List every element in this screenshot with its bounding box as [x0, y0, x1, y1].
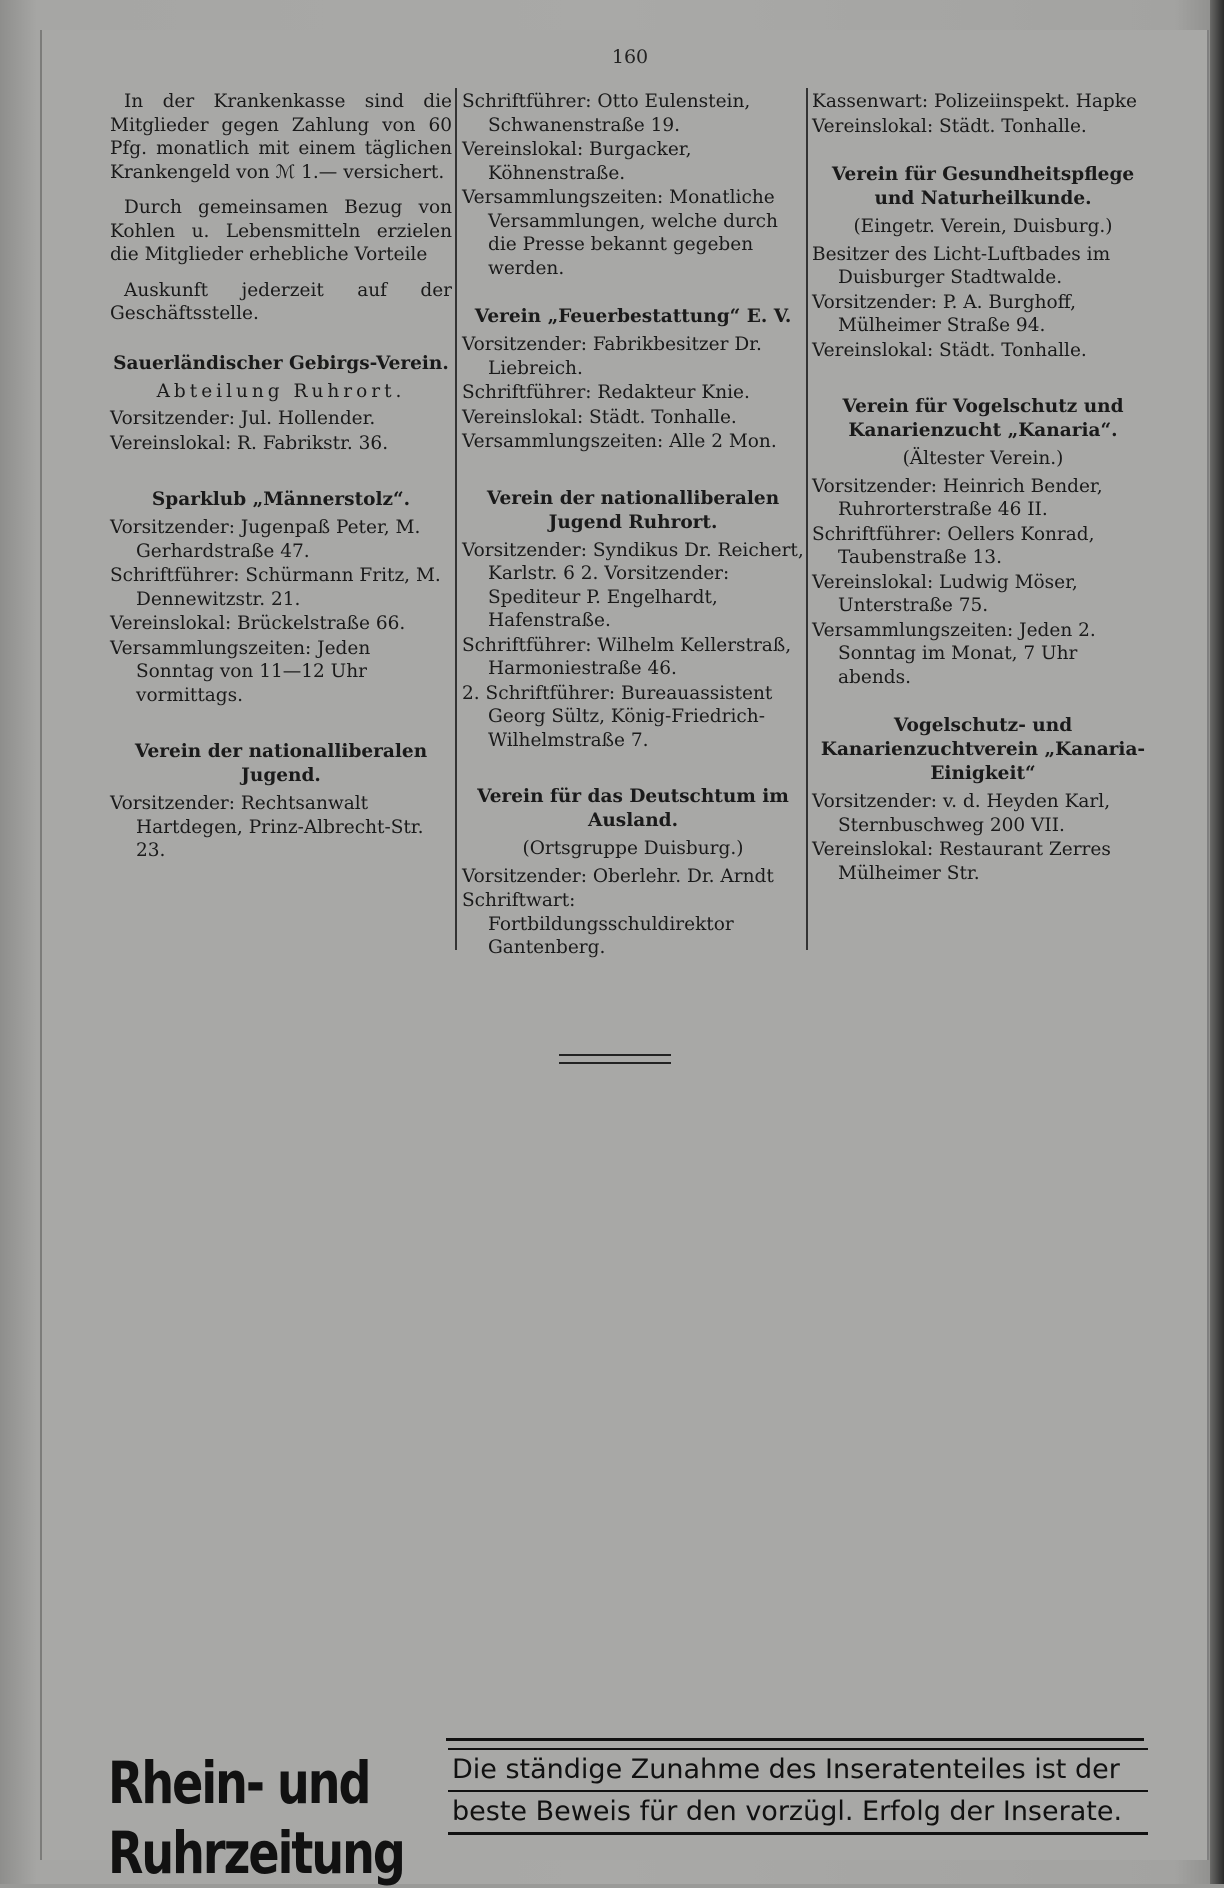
paragraph: Durch gemeinsamen Bezug von Kohlen u. Lebensmitteln erzielen die Mitglieder erhebliche Vorteile [110, 197, 452, 265]
club-entry: Versammlungszeiten: Jeden Sonntag von 11—12 Uhr vormittags. [110, 637, 371, 706]
club-heading: Verein der nationalliberalen Jugend. [134, 741, 428, 786]
club-subheading: (Eingetr. Verein, Duisburg.) [853, 216, 1113, 237]
club-entry: 2. Schriftführer: Bureauassistent Georg Sültz, König-Friedrich-Wilhelmstraße 7. [462, 682, 773, 751]
club-entry: Vereinslokal: Städt. Tonhalle. [812, 115, 1087, 137]
column-rule [455, 88, 457, 950]
club-entry: Schriftwart: Fortbildungsschuldirektor Gantenberg. [462, 890, 734, 958]
club-entry: Vereinslokal: Städt. Tonhalle. [812, 339, 1087, 361]
club-entry: Versammlungszeiten: Jeden 2. Sonntag im Monat, 7 Uhr abends. [812, 619, 1096, 688]
club-subheading: Abteilung Ruhrort. [156, 380, 406, 402]
club-entry: Vereinslokal: Brückelstraße 66. [110, 613, 406, 634]
club-heading: Verein für Vogelschutz und Kanarienzucht „Kanaria“. [842, 396, 1124, 441]
club-heading: Verein der nationalliberalen Jugend Ruhrort. [486, 487, 780, 533]
club-entry: Versammlungszeiten: Alle 2 Mon. [462, 431, 777, 452]
ad-rule [446, 1738, 1144, 1741]
club-heading: Sparklub „Männerstolz“. [151, 489, 411, 510]
club-entry: Vereinslokal: Restaurant Zerres Mülheimer Str. [812, 839, 1111, 884]
ad-brand-name: Rhein- und Ruhrzeitung [108, 1749, 404, 1887]
club-entry: Vereinslokal: Burgacker, Köhnenstraße. [462, 139, 692, 184]
advertisement [108, 1734, 1148, 1887]
club-entry: Vorsitzender: Jugenpaß Peter, M. Gerhardstraße 47. [110, 517, 421, 562]
club-entry: Vorsitzender: Heinrich Bender, Ruhrorterstraße 46 II. [812, 475, 1103, 520]
club-entry: Vorsitzender: Fabrikbesitzer Dr. Liebreich. [462, 334, 762, 379]
page-number: 160 [611, 46, 649, 68]
club-heading: Verein für Gesundheitspflege und Naturheilkunde. [831, 164, 1135, 209]
club-entry: Vorsitzender: Syndikus Dr. Reichert, Karlstr. 6 2. Vorsitzender: Spediteur P. Engelhardt, Hafenstraße. [462, 539, 804, 631]
club-heading: Verein für das Deutschtum im Ausland. [477, 786, 789, 831]
club-entry: Kassenwart: Polizeiinspekt. Hapke [812, 91, 1137, 112]
column-left [110, 90, 452, 864]
club-entry: Schriftführer: Wilhelm Kellerstraß, Harmoniestraße 46. [462, 634, 792, 679]
club-entry: Besitzer des Licht-Luftbades im Duisburger Stadtwalde. [812, 243, 1111, 288]
column-rule [806, 88, 808, 950]
club-entry: Vereinslokal: R. Fabrikstr. 36. [110, 432, 389, 454]
club-heading: Sauerländischer Gebirgs-Verein. [113, 352, 449, 374]
book-binding-edge [1210, 0, 1224, 1884]
club-subheading: (Ältester Verein.) [902, 448, 1064, 469]
club-entry: Vorsitzender: v. d. Heyden Karl, Sternbuschweg 200 VII. [812, 791, 1111, 836]
club-entry: Vorsitzender: Rechtsanwalt Hartdegen, Prinz-Albrecht-Str. 23. [110, 793, 424, 861]
club-entry: Vorsitzender: P. A. Burghoff, Mülheimer Straße 94. [812, 291, 1077, 336]
club-entry: Vorsitzender: Oberlehr. Dr. Arndt [462, 865, 774, 887]
ad-slogan-line: beste Beweis für den vorzügl. Erfolg der Inserate. [448, 1792, 1148, 1835]
club-entry: Schriftführer: Oellers Konrad, Taubenstraße 13. [812, 523, 1095, 568]
club-heading: Vogelschutz- und Kanarienzuchtverein „Kanaria-Einigkeit“ [820, 715, 1146, 784]
ad-slogan-line: Die ständige Zunahme des Inseratenteiles ist der [448, 1748, 1148, 1792]
column-right [812, 90, 1154, 886]
paragraph: Auskunft jederzeit auf der Geschäftsstelle. [110, 279, 452, 324]
club-entry: Vorsitzender: Jul. Hollender. [110, 408, 376, 429]
ad-slogan [448, 1748, 1148, 1835]
club-entry: Schriftführer: Otto Eulenstein, Schwanenstraße 19. [462, 91, 751, 136]
club-subheading: (Ortsgruppe Duisburg.) [522, 838, 744, 859]
club-heading: Verein „Feuerbestattung“ E. V. [474, 306, 792, 327]
club-entry: Schriftführer: Schürmann Fritz, M. Dennewitzstr. 21. [110, 565, 441, 610]
column-middle [462, 90, 804, 961]
section-divider [559, 1054, 671, 1064]
club-entry: Vereinslokal: Ludwig Möser, Unterstraße 75. [812, 571, 1078, 616]
club-entry: Versammlungszeiten: Monatliche Versammlungen, welche durch die Presse bekannt gegeben werden. [462, 187, 778, 279]
club-entry: Schriftführer: Redakteur Knie. [462, 382, 750, 403]
paragraph: In der Krankenkasse sind die Mitglieder gegen Zahlung von 60 Pfg. monatlich mit einem täglichen Krankengeld von ℳ 1.— versichert. [110, 91, 452, 183]
club-entry: Vereinslokal: Städt. Tonhalle. [462, 406, 737, 428]
